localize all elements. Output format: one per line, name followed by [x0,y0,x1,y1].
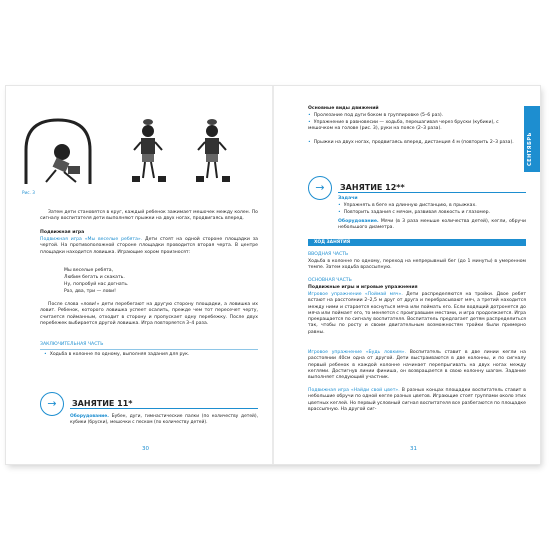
poem-line: Любим бегать и скакать. [64,275,125,280]
game-paragraph [40,237,258,256]
intro-part-text: Ходьба в колонне по одному, переход на непрерывный бег (до 1 минуты) в умеренном темпе. Затем ходьба врассыпную. [308,259,526,271]
final-part-heading: ЗАКЛЮЧИТЕЛЬНАЯ ЧАСТЬ [40,342,104,347]
exercise-text: Дети распределяются на тройки. Двое ребят встают на расстоянии 2–2,5 м друг от друга и перебрасывают мяч, а третий находится между ними и старается коснуться мяча или поймать его. Если водящий дотронется до мяча или поймает его, то меняется с проигравшим местами, и игра продолжается. Игра прекращается по сигналу воспитателя. Воспитатель предлагает детям распределиться так, чтобы по росту и своим двигательным возможностям тройки были примерно равны. [308,292,526,335]
intro-part-heading: ВВОДНАЯ ЧАСТЬ [308,252,349,257]
game-heading: Подвижная игра [40,230,85,235]
divider [70,408,258,409]
poem-line: Мы веселые ребята, [64,268,114,273]
movement-item: • Упражнение в равновесии — ходьба, перешагивая через бруски (кубики), с мешочком на голове (рис. 3), руки на поясе (2–3 раза). [308,120,518,133]
poem-line: Ну, попробуй нас догнать. [64,282,129,287]
crawling-child-figure [46,144,80,182]
game-paragraph-2: После слова «лови!» дети перебегают на другую сторону площадки, а ловишка их ловит. Ребенок, которого ловишка успеет осалить, прежде чем тот пересечет черту, считается пойманным, отходит в сторону и пропускает одну перебежку. После двух перебежек выбирается другой ловишка. Игра повторяется 3–4 раза. [40,302,258,326]
page-number-left: 30 [142,445,149,452]
month-tab [524,106,540,172]
intro-paragraph: Затем дети становятся в круг, каждый ребенок зажимает мешочек между колен. По сигналу воспитателя дети выполняют прыжки на двух ногах, продвигаясь вперед. [40,210,258,222]
exercise-2 [308,350,526,381]
arrow-right-icon: → [308,176,332,200]
equipment-text: Мячи (в 3 раза меньше количества детей), кегли, обручи небольшого диаметра. [338,219,526,231]
children-exercise-illustration [18,102,250,190]
equipment-label: Оборудование. [338,219,379,224]
lesson-11-title: ЗАНЯТИЕ 11* [72,398,133,408]
exercise-name: Игровое упражнение «Поймай мяч». [308,292,403,297]
figure-caption: Рис. 3 [22,190,35,195]
game-name: Подвижная игра «Мы веселые ребята». [40,237,143,242]
task-item: • Повторить задания с мячом, развивая ловкость и глазомер. [338,210,490,216]
tasks-label: Задачи [338,196,358,201]
exercise-text: В разных концах площадки воспитатель ставит в небольшие обручи по одной кегле разных цветов. Играющие стоят группами около этих цветных кеглей. Но первый условный сигнал воспитателя все разбегаются по площадке врассыпную. На другой сиг- [308,388,526,412]
lesson-12-title: ЗАНЯТИЕ 12** [340,182,405,192]
game-text: Дети стоят на одной стороне площадки за чертой. На противоположной стороне площадки проводится вторая черта. В центре площадки находится ловишка. Играющие хором произносят: [40,237,258,255]
main-part-subheading: Подвижные игры и игровые упражнения [308,285,418,290]
equipment-label: Оборудование. [70,414,109,419]
exercise-3 [308,388,526,413]
lesson-11-header [40,392,132,416]
arrow-right-icon: → [40,392,64,416]
exercise-name: Игровое упражнение «Будь ловким». [308,350,406,355]
poem-line: Раз, два, три — лови! [64,289,116,294]
left-page [6,86,272,464]
exercise-name: Подвижная игра «Найди свой цвет». [308,388,400,393]
exercise-text: Воспитатель ставит в две линии кегли на расстоянии 40см одна от другой. Дети выстраиваются в две колонны, и по сигналу первый ребенок в каждой колонне начинает перепрыгивать на двух ногах между кеглями. Достигнув линии финиша, он возвращается в свою колонну шагом. Задание выполняет следующий участник. [308,350,526,381]
course-bar: ХОД ЗАНЯТИЯ [308,239,526,246]
movement-item: • Пролезание под дуги боком в группировке (5–6 раз). [308,113,518,119]
task-item: • Упражнять в беге на длинную дистанцию, в прыжках. [338,203,477,209]
movement-item: • Прыжки на двух ногах, продвигаясь вперед, дистанция 4 м (повторить 2–3 раза). [308,140,518,146]
right-page [274,86,540,464]
exercise-1 [308,292,526,336]
equipment-text: Бубен, дуги, гимнастические палки (по количеству детей), кубики (бруски), мешочки с песком (по количеству детей). [70,414,258,426]
final-bullet: • Ходьба в колонне по одному, выполняя задания для рук. [44,352,189,358]
equipment-11 [70,414,258,427]
month-tab-label: СЕНТЯБРЬ [527,132,533,166]
balancing-child-figure-2 [196,119,230,182]
book-spread [6,86,540,464]
movements-heading: Основные виды движений [308,106,379,111]
equipment-12 [338,219,526,232]
divider [338,192,526,193]
balancing-child-figure-1 [132,119,166,182]
divider [40,349,258,350]
page-number-right: 31 [410,445,417,452]
main-part-heading: ОСНОВНАЯ ЧАСТЬ [308,278,352,283]
